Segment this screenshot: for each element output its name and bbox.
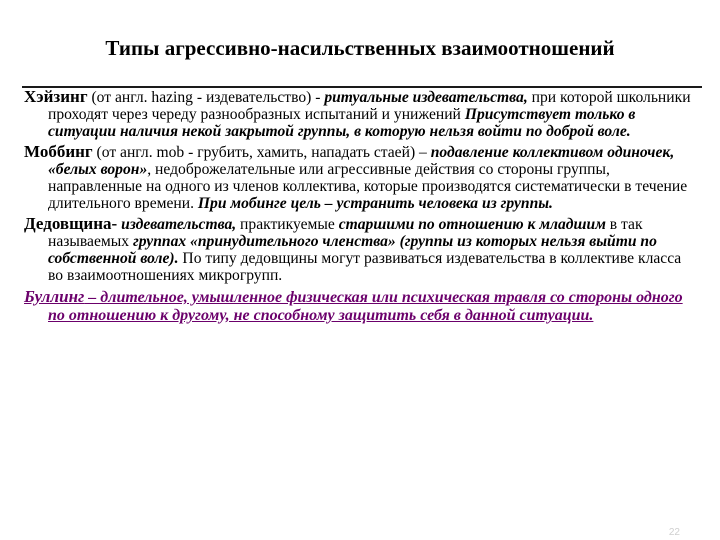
bullying-paragraph	[24, 288, 700, 325]
dedovshchina-paragraph	[24, 215, 700, 284]
mobbing-description: , недоброжелательные или агрессивные действия со стороны группы, направленные на одного из членов коллектива, которые производятся систематически в течение длительного времени.	[48, 161, 688, 212]
dedovshchina-definition: издевательства,	[117, 216, 237, 233]
mobbing-paragraph	[24, 143, 700, 212]
hazing-origin: (от англ. hazing - издевательство) -	[87, 89, 325, 106]
page-number: 22	[668, 527, 680, 538]
dedovshchina-definition-3: группах «принудительного членства» (группы из которых нельзя выйти по собственной воле).	[48, 233, 657, 267]
hazing-term: Хэйзинг	[24, 87, 88, 106]
mobbing-definition: подавление коллективом одиночек, «белых ворон»	[48, 144, 675, 178]
dedovshchina-term: Дедовщина-	[24, 214, 118, 233]
mobbing-origin: (от англ. mob - грубить, хамить, нападать стаей) –	[92, 144, 431, 161]
mobbing-term: Моббинг	[24, 142, 93, 161]
mobbing-note: При мобинге цель – устранить человека из группы.	[197, 195, 553, 212]
hazing-description: при которой школьники проходят через череду разнообразных испытаний и унижений	[48, 89, 691, 123]
bullying-definition: – длительное, умышленное физическая или психическая травля со стороны одного по отношению к другому, не способному защитить себя в данной ситуации.	[48, 289, 683, 324]
hazing-paragraph	[24, 88, 700, 140]
dedovshchina-description-2: в так называемых	[48, 216, 643, 250]
hazing-note: Присутствует только в ситуации наличия некой закрытой группы, в которую нельзя войти по доброй воле.	[48, 106, 636, 140]
slide-body	[24, 88, 700, 328]
dedovshchina-description-3: По типу дедовщины могут развиваться издевательства в коллективе класса во взаимоотношениях микрогрупп.	[48, 250, 682, 284]
hazing-definition: ритуальные издевательства,	[324, 89, 528, 106]
dedovshchina-definition-2: старшими по отношению к младшим	[338, 216, 606, 233]
slide-title: Типы агрессивно-насильственных взаимоотношений	[105, 36, 615, 60]
dedovshchina-description-1: практикуемые	[236, 216, 339, 233]
bullying-term: Буллинг	[24, 287, 85, 306]
